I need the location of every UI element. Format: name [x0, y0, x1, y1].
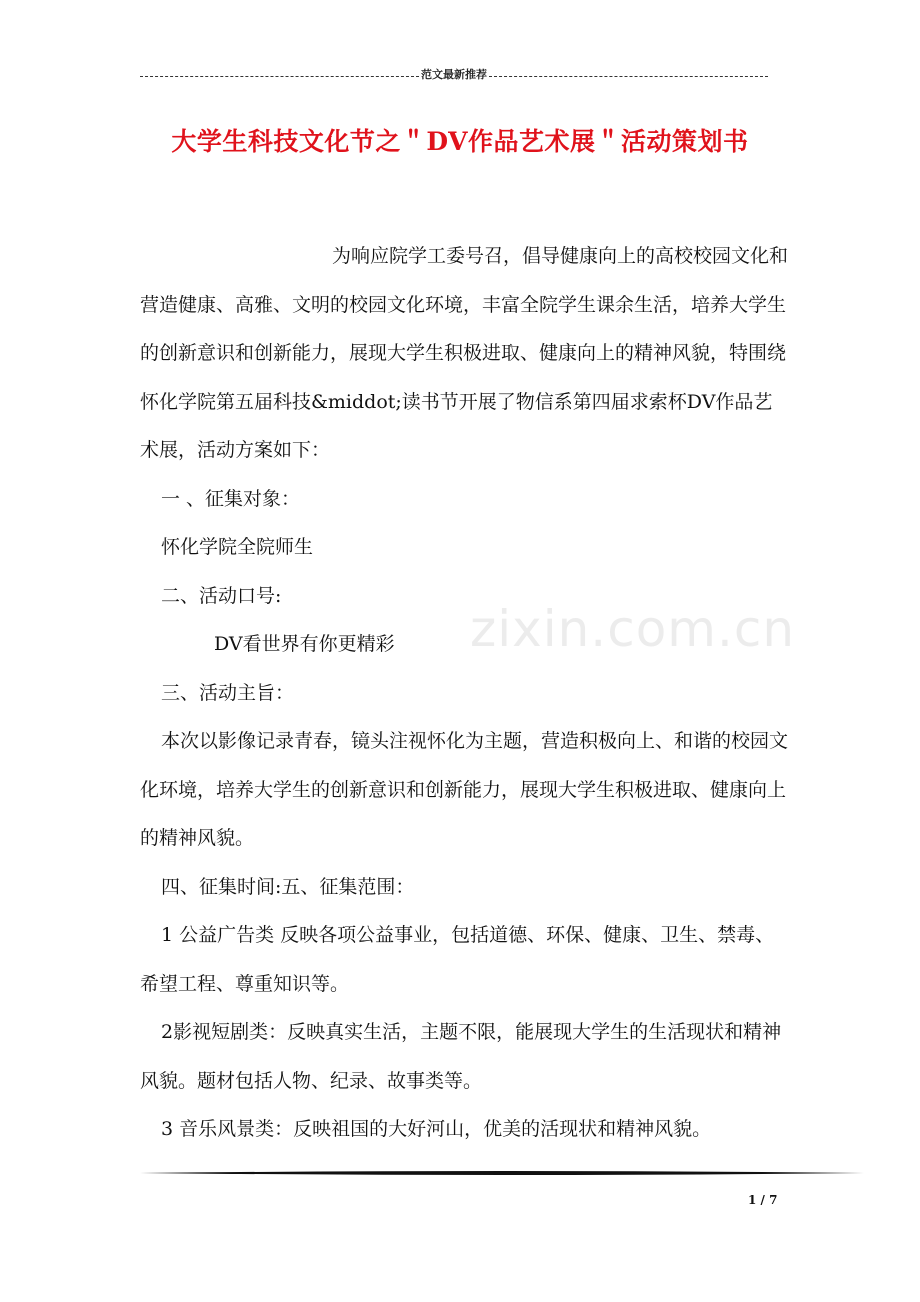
- section-3-content: 本次以影像记录青春，镜头注视怀化为主题，营造积极向上、和谐的校园文化环境，培养大学生的创新意识和创新能力，展现大学生积极进取、健康向上的精神风貌。: [140, 730, 789, 849]
- header-dash-right: [489, 70, 768, 77]
- watermark: zixin.com.cn: [470, 600, 796, 658]
- section-1-heading: 一 、征集对象：: [161, 487, 301, 510]
- footer-divider: [140, 1170, 864, 1176]
- document-body: [140, 232, 790, 1154]
- list-item-3: 3 音乐风景类：反映祖国的大好河山，优美的活现状和精神风貌。: [161, 1118, 712, 1140]
- header-label: 范文最新推荐: [421, 68, 487, 81]
- list-item-1: 1 公益广告类 反映各项公益事业，包括道德、环保、健康、卫生、禁毒、希望工程、尊重知识等。: [140, 924, 775, 995]
- section-4-heading: 四、征集时间:五、征集范围：: [161, 875, 415, 898]
- section-1-content: 怀化学院全院师生: [161, 536, 314, 558]
- section-2-content: DV看世界有你更精彩: [214, 633, 395, 655]
- page-header: [140, 66, 768, 82]
- header-dash-left: [140, 70, 419, 77]
- section-3-heading: 三、活动主旨：: [161, 681, 295, 704]
- page-number: 1 / 7: [748, 1193, 778, 1207]
- document-title: 大学生科技文化节之＂DV作品艺术展＂活动策划书: [171, 127, 749, 156]
- list-item-2: 2影视短剧类：反映真实生活，主题不限，能展现大学生的生活现状和精神风貌。题材包括人物、纪录、故事类等。: [140, 1021, 782, 1092]
- intro-paragraph: 为响应院学工委号召，倡导健康向上的高校校园文化和营造健康、高雅、文明的校园文化环境，丰富全院学生课余生活，培养大学生的创新意识和创新能力，展现大学生积极进取、健康向上的精神风貌，特围绕怀化学院第五届科技&middot;读书节开展了物信系第四届求索杯DV作品艺术展，活动方案如下：: [140, 245, 789, 461]
- section-2-heading: 二、活动口号:: [161, 584, 282, 607]
